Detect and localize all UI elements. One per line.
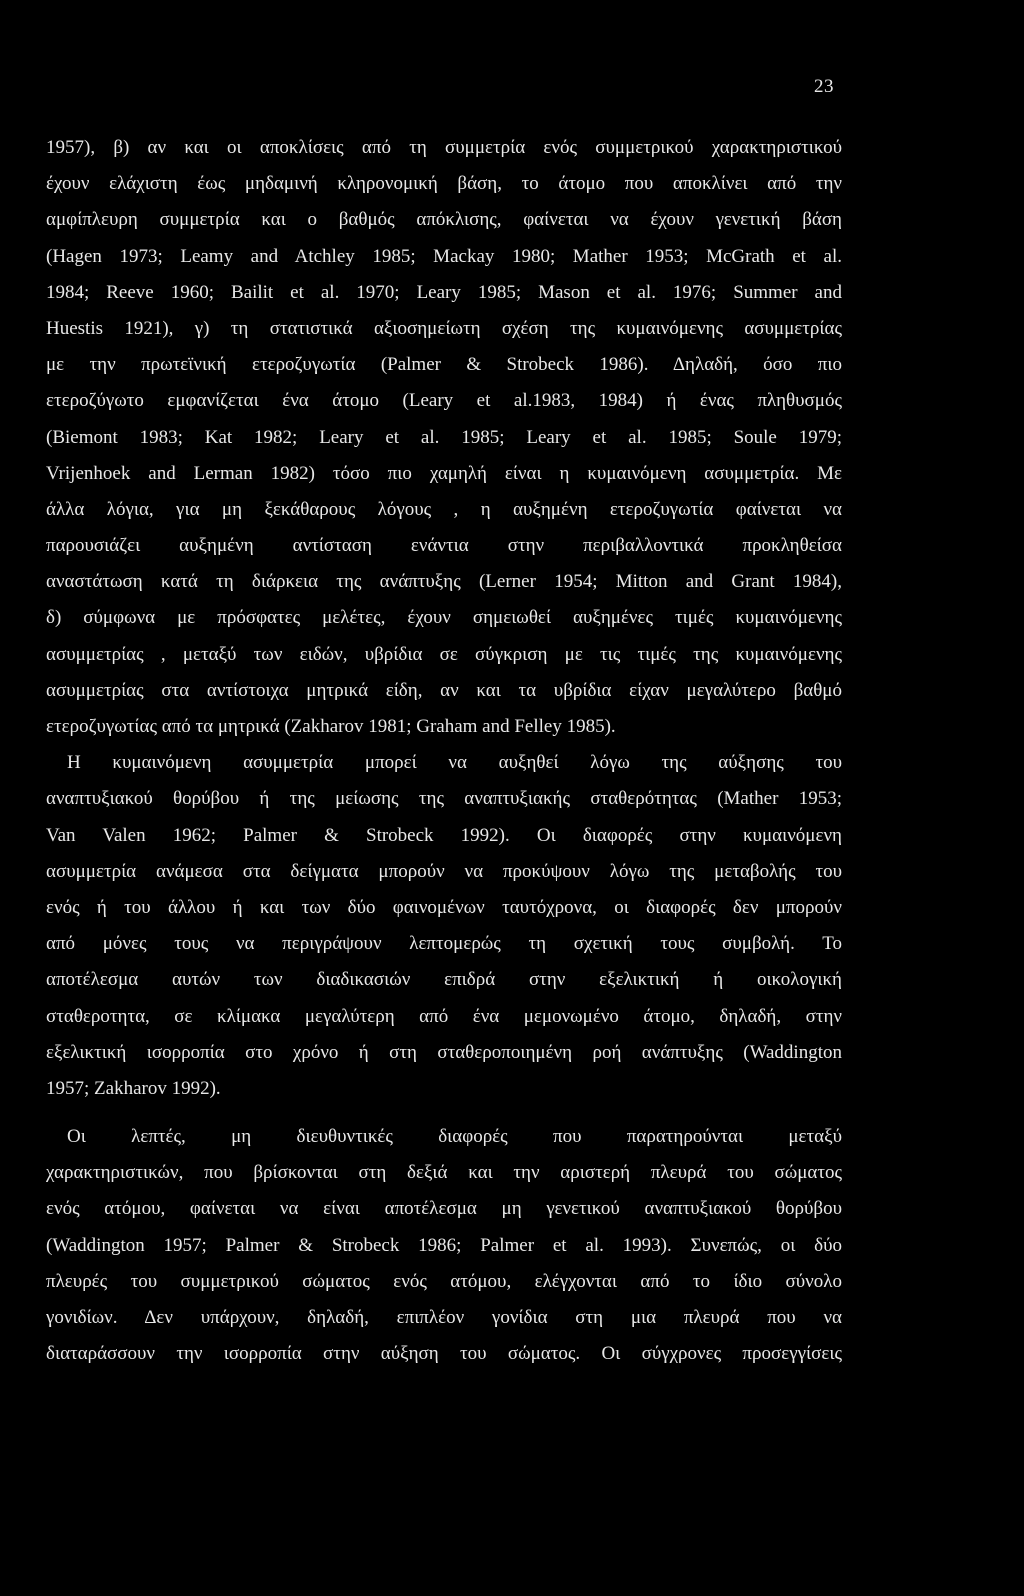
text-line: Οι λεπτές, μη διευθυντικές διαφορές που παρατηρούνται μεταξύ <box>67 1126 842 1148</box>
text-line: 1957), β) αν και οι αποκλίσεις από τη συμμετρία ενός συμμετρικού χαρακτηριστικού <box>46 137 842 158</box>
text-line: ασυμμετρίας , μεταξύ των ειδών, υβρίδια σε σύγκριση με τις τιμές της κυμαινόμενης <box>46 643 842 665</box>
text-line: ασυμμετρίας στα αντίστοιχα μητρικά είδη, αν και τα υβρίδια είχαν μεγαλύτερο βαθμό <box>46 679 842 701</box>
text-line: ενός ή του άλλου ή και των δύο φαινομένων ταυτόχρονα, οι διαφορές δεν μπορούν <box>46 896 842 918</box>
page-number: 23 <box>814 76 834 97</box>
text-line: με την πρωτεϊνική ετεροζυγωτία (Palmer & Strobeck 1986). Δηλαδή, όσο πιο <box>46 354 842 376</box>
text-line: (Hagen 1973; Leamy and Atchley 1985; Mackay 1980; Mather 1953; McGrath et al. <box>46 245 842 267</box>
text-line: από μόνες τους να περιγράψουν λεπτομερώς τη σχετική τους συμβολή. Το <box>46 933 842 955</box>
text-line: Η κυμαινόμενη ασυμμετρία μπορεί να αυξηθεί λόγω της αύξησης του <box>67 752 842 774</box>
text-line: αμφίπλευρη συμμετρία και ο βαθμός απόκλισης, φαίνεται να έχουν γενετική βάση <box>46 209 842 231</box>
text-line: ενός ατόμου, φαίνεται να είναι αποτέλεσμα μη γενετικού αναπτυξιακού θορύβου <box>46 1198 842 1220</box>
body-text <box>46 130 842 1372</box>
text-line: ετεροζυγωτίας από τα μητρικά (Zakharov 1981; Graham and Felley 1985). <box>46 716 616 737</box>
text-line: (Waddington 1957; Palmer & Strobeck 1986; Palmer et al. 1993). Συνεπώς, οι δύο <box>46 1234 842 1256</box>
text-line: πλευρές του συμμετρικού σώματος ενός ατόμου, ελέγχονται από το ίδιο σύνολο <box>46 1270 842 1292</box>
text-line: αναπτυξιακού θορύβου ή της μείωσης της αναπτυξιακής σταθερότητας (Mather 1953; <box>46 788 842 810</box>
text-line: σταθεροτητα, σε κλίμακα μεγαλύτερη από ένα μεμονωμένο άτομο, δηλαδή, στην <box>46 1005 842 1027</box>
text-line: εξελικτική ισορροπία στο χρόνο ή στη σταθεροποιημένη ροή ανάπτυξης (Waddington <box>46 1041 842 1063</box>
text-line: άλλα λόγια, για μη ξεκάθαρους λόγους , η αυξημένη ετεροζυγωτία φαίνεται να <box>46 498 842 520</box>
text-line: έχουν ελάχιστη έως μηδαμινή κληρονομική βάση, το άτομο που αποκλίνει από την <box>46 173 842 195</box>
text-line: 1984; Reeve 1960; Bailit et al. 1970; Leary 1985; Mason et al. 1976; Summer and <box>46 281 842 303</box>
text-line: γονιδίων. Δεν υπάρχουν, δηλαδή, επιπλέον γονίδια στη μια πλευρά που να <box>46 1307 842 1328</box>
text-line: χαρακτηριστικών, που βρίσκονται στη δεξιά και την αριστερή πλευρά του σώματος <box>46 1162 842 1184</box>
text-line: δ) σύμφωνα με πρόσφατες μελέτες, έχουν σημειωθεί αυξημένες τιμές κυμαινόμενης <box>46 607 842 629</box>
text-line: ασυμμετρία ανάμεσα στα δείγματα μπορούν να προκύψουν λόγω της μεταβολής του <box>46 860 842 882</box>
text-line: Huestis 1921), γ) τη στατιστικά αξιοσημείωτη σχέση της κυμαινόμενης ασυμμετρίας <box>46 317 842 339</box>
text-line: 1957; Zakharov 1992). <box>46 1077 221 1099</box>
text-line: αναστάτωση κατά τη διάρκεια της ανάπτυξης (Lerner 1954; Mitton and Grant 1984), <box>46 571 842 593</box>
text-line: παρουσιάζει αυξημένη αντίσταση ενάντια στην περιβαλλοντικά προκληθείσα <box>46 535 842 557</box>
text-line: (Biemont 1983; Kat 1982; Leary et al. 1985; Leary et al. 1985; Soule 1979; <box>46 426 842 448</box>
text-line: αποτέλεσμα αυτών των διαδικασιών επιδρά στην εξελικτική ή οικολογική <box>46 969 842 991</box>
text-line: ετεροζύγωτο εμφανίζεται ένα άτομο (Leary et al.1983, 1984) ή ένας πληθυσμός <box>46 390 842 412</box>
text-line: Van Valen 1962; Palmer & Strobeck 1992). Οι διαφορές στην κυμαινόμενη <box>46 824 842 846</box>
text-line: διαταράσσουν την ισορροπία στην αύξηση του σώματος. Οι σύγχρονες προσεγγίσεις <box>46 1343 842 1365</box>
text-line: Vrijenhoek and Lerman 1982) τόσο πιο χαμηλή είναι η κυμαινόμενη ασυμμετρία. Με <box>46 462 842 484</box>
